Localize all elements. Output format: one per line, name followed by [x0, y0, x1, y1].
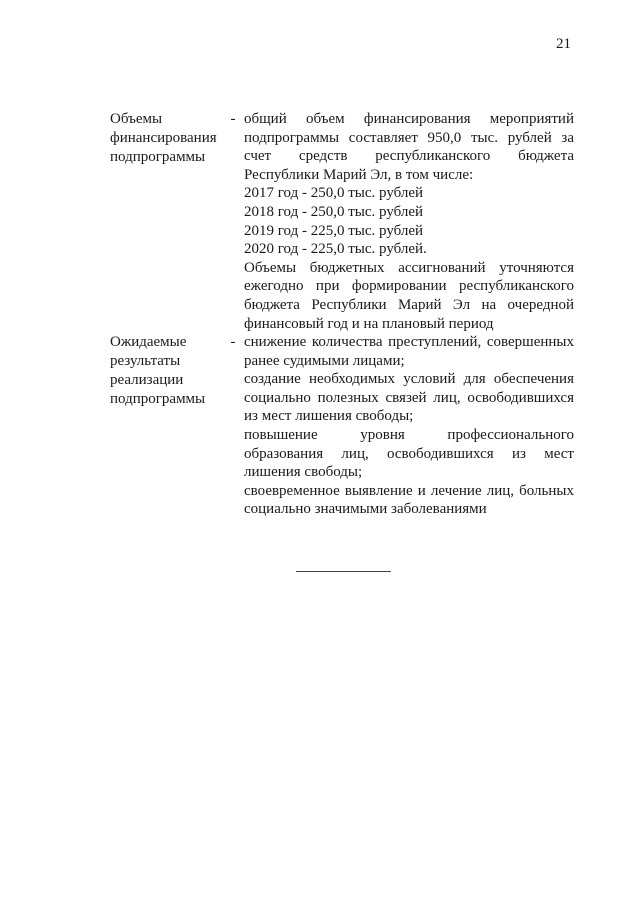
label-line: Ожидаемые [110, 334, 187, 350]
content-line: образования лиц, освободившихся из мест [244, 445, 574, 462]
section-label [110, 333, 228, 409]
label-line: Объемы [110, 111, 163, 127]
section-content [244, 110, 574, 333]
content-line: своевременное выявление и лечение лиц, больных [244, 482, 574, 499]
content-line: общий объем финансирования мероприятий [244, 111, 574, 127]
content-line: социально полезных связей лиц, освободившихся [244, 389, 574, 406]
dash-separator: - [230, 111, 236, 127]
content-line: ранее судимыми лицами; [244, 352, 405, 369]
page-number: 21 [556, 36, 571, 52]
content-line: социально значимыми заболеваниями [244, 501, 487, 518]
content-line: бюджета Республики Марий Эл на очередной [244, 296, 574, 313]
content-line: снижение количества преступлений, совершенных [244, 334, 574, 350]
content-line: 2018 год - 250,0 тыс. рублей [244, 203, 424, 220]
content-line: ежегодно при формировании республиканского [244, 278, 574, 295]
label-line: результаты [110, 353, 181, 369]
section-content [244, 333, 574, 519]
content-line: счет средств республиканского бюджета [244, 148, 574, 165]
content-line: из мест лишения свободы; [244, 408, 414, 425]
content-line: Объемы бюджетных ассигнований уточняются [244, 259, 574, 276]
section-label [110, 110, 228, 167]
end-separator-line [296, 571, 391, 572]
content-line: Республики Марий Эл, в том числе: [244, 166, 474, 183]
content-line: создание необходимых условий для обеспечения [244, 371, 574, 388]
content-line: 2019 год - 225,0 тыс. рублей [244, 222, 424, 239]
content-line: 2020 год - 225,0 тыс. рублей. [244, 241, 427, 258]
label-line: подпрограммы [110, 391, 206, 407]
dash-separator: - [230, 334, 236, 350]
content-line: повышение уровня профессионального [244, 426, 574, 443]
content-line: лишения свободы; [244, 464, 363, 481]
label-line: финансирования [110, 130, 217, 146]
content-line: 2017 год - 250,0 тыс. рублей [244, 185, 424, 202]
content-line: подпрограммы составляет 950,0 тыс. рублей за [244, 129, 574, 146]
label-line: реализации [110, 372, 184, 388]
content-line: финансовый год и на плановый период [244, 315, 494, 332]
label-line: подпрограммы [110, 149, 206, 165]
